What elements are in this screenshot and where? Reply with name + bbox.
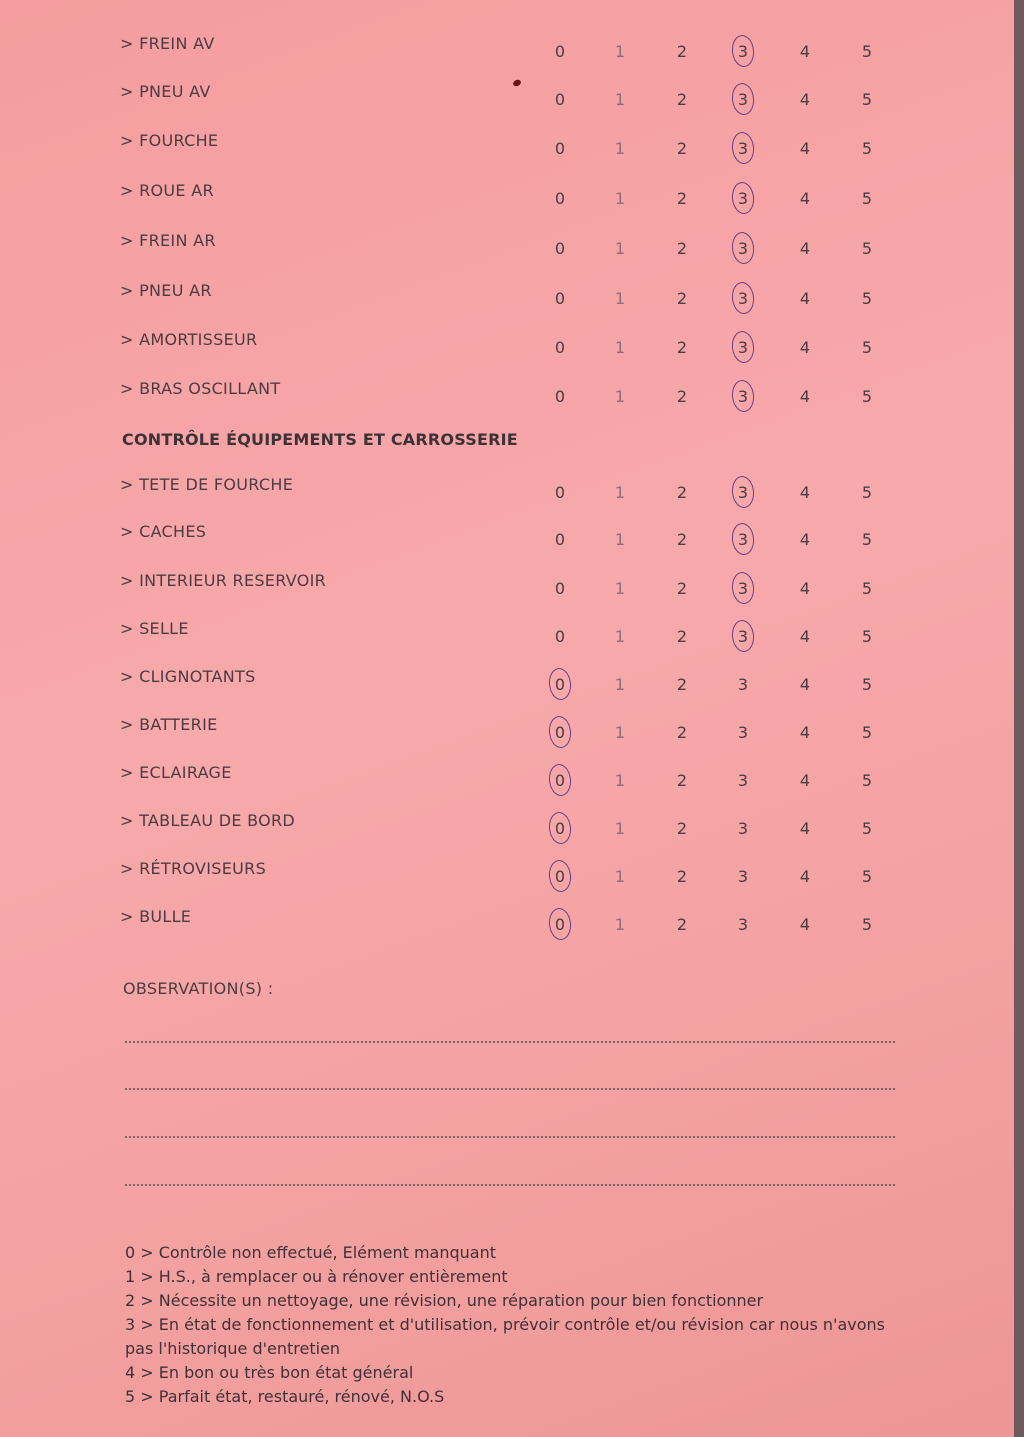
score-option: 4 xyxy=(799,239,811,258)
legend-item: 0 > Contrôle non effectué, Elément manquant xyxy=(125,1243,496,1262)
score-option: 0 xyxy=(554,579,566,598)
score-option: 2 xyxy=(676,387,688,406)
score-option: 4 xyxy=(799,387,811,406)
score-option: 1 xyxy=(614,579,626,598)
score-circled: 3 xyxy=(728,90,758,109)
legend-item: 1 > H.S., à remplacer ou à rénover entièrement xyxy=(125,1267,508,1286)
item-label: > TETE DE FOURCHE xyxy=(120,475,294,494)
score-option: 5 xyxy=(861,771,873,790)
legend-item: 5 > Parfait état, restauré, rénové, N.O.S xyxy=(125,1387,445,1406)
observation-line xyxy=(125,1136,895,1138)
score-option: 5 xyxy=(861,675,873,694)
score-circled: 3 xyxy=(728,239,758,258)
score-option: 2 xyxy=(676,867,688,886)
score-option: 0 xyxy=(554,387,566,406)
table-row xyxy=(0,715,1000,745)
score-option: 1 xyxy=(614,338,626,357)
table-row xyxy=(0,859,1000,889)
score-option: 0 xyxy=(554,42,566,61)
score-option: 1 xyxy=(614,867,626,886)
item-label: > CACHES xyxy=(120,522,207,541)
score-option: 0 xyxy=(554,189,566,208)
item-label: > SELLE xyxy=(120,619,189,638)
table-row xyxy=(0,811,1000,841)
observation-line xyxy=(125,1088,895,1090)
score-option: 5 xyxy=(861,819,873,838)
score-option: 5 xyxy=(861,338,873,357)
section-title: CONTRÔLE ÉQUIPEMENTS ET CARROSSERIE xyxy=(122,430,518,449)
score-circled: 3 xyxy=(728,627,758,646)
score-circled: 0 xyxy=(545,819,575,838)
legend-item: 3 > En état de fonctionnement et d'utilisation, prévoir contrôle et/ou révision car nous n'avons pas l'historique d'entretien xyxy=(125,1315,885,1358)
score-option: 5 xyxy=(861,530,873,549)
score-option: 5 xyxy=(861,579,873,598)
item-label: > FOURCHE xyxy=(120,131,219,150)
score-option: 0 xyxy=(554,627,566,646)
table-row xyxy=(0,379,1000,409)
score-circled: 3 xyxy=(728,189,758,208)
item-label: > INTERIEUR RESERVOIR xyxy=(120,571,327,590)
score-circled: 0 xyxy=(545,867,575,886)
score-option: 2 xyxy=(676,675,688,694)
score-circled: 3 xyxy=(728,579,758,598)
score-option: 1 xyxy=(614,483,626,502)
score-option: 1 xyxy=(614,675,626,694)
score-option: 5 xyxy=(861,90,873,109)
score-option: 5 xyxy=(861,189,873,208)
score-option: 5 xyxy=(861,915,873,934)
item-label: > RÉTROVISEURS xyxy=(120,859,267,878)
score-option: 1 xyxy=(614,387,626,406)
score-option: 5 xyxy=(861,139,873,158)
score-option: 4 xyxy=(799,42,811,61)
table-row xyxy=(0,34,1000,64)
score-option: 3 xyxy=(737,867,749,886)
score-circled: 0 xyxy=(545,771,575,790)
score-option: 0 xyxy=(554,483,566,502)
score-circled: 3 xyxy=(728,483,758,502)
table-row xyxy=(0,571,1000,601)
score-option: 5 xyxy=(861,239,873,258)
score-option: 5 xyxy=(861,627,873,646)
score-option: 5 xyxy=(861,723,873,742)
score-option: 4 xyxy=(799,139,811,158)
score-option: 0 xyxy=(554,289,566,308)
score-option: 2 xyxy=(676,338,688,357)
score-option: 0 xyxy=(554,239,566,258)
score-option: 1 xyxy=(614,771,626,790)
score-option: 1 xyxy=(614,915,626,934)
table-row xyxy=(0,763,1000,793)
score-circled: 3 xyxy=(728,42,758,61)
table-row xyxy=(0,522,1000,552)
score-option: 5 xyxy=(861,42,873,61)
score-option: 4 xyxy=(799,915,811,934)
observation-label: OBSERVATION(S) : xyxy=(123,979,274,998)
table-row xyxy=(0,82,1000,112)
score-option: 4 xyxy=(799,338,811,357)
score-option: 1 xyxy=(614,289,626,308)
item-label: > ROUE AR xyxy=(120,181,214,200)
score-option: 2 xyxy=(676,189,688,208)
score-option: 4 xyxy=(799,627,811,646)
score-circled: 3 xyxy=(728,289,758,308)
score-option: 2 xyxy=(676,819,688,838)
item-label: > CLIGNOTANTS xyxy=(120,667,256,686)
table-row xyxy=(0,907,1000,937)
score-option: 2 xyxy=(676,483,688,502)
score-option: 4 xyxy=(799,90,811,109)
score-option: 1 xyxy=(614,139,626,158)
score-option: 2 xyxy=(676,723,688,742)
score-option: 1 xyxy=(614,819,626,838)
score-option: 5 xyxy=(861,483,873,502)
score-option: 4 xyxy=(799,530,811,549)
table-row xyxy=(0,181,1000,211)
score-option: 3 xyxy=(737,819,749,838)
table-row xyxy=(0,281,1000,311)
score-option: 1 xyxy=(614,723,626,742)
score-option: 4 xyxy=(799,289,811,308)
item-label: > FREIN AV xyxy=(120,34,215,53)
legend-item: 4 > En bon ou très bon état général xyxy=(125,1363,414,1382)
score-circled: 0 xyxy=(545,723,575,742)
score-option: 2 xyxy=(676,915,688,934)
score-option: 1 xyxy=(614,90,626,109)
score-option: 0 xyxy=(554,90,566,109)
score-circled: 3 xyxy=(728,139,758,158)
score-option: 2 xyxy=(676,771,688,790)
score-option: 1 xyxy=(614,530,626,549)
score-option: 2 xyxy=(676,530,688,549)
score-circled: 3 xyxy=(728,338,758,357)
item-label: > PNEU AR xyxy=(120,281,212,300)
item-label: > PNEU AV xyxy=(120,82,211,101)
table-row xyxy=(0,667,1000,697)
score-option: 5 xyxy=(861,387,873,406)
score-option: 1 xyxy=(614,627,626,646)
score-option: 4 xyxy=(799,723,811,742)
item-label: > TABLEAU DE BORD xyxy=(120,811,296,830)
item-label: > BULLE xyxy=(120,907,192,926)
table-row xyxy=(0,330,1000,360)
score-option: 2 xyxy=(676,239,688,258)
score-option: 2 xyxy=(676,90,688,109)
score-option: 0 xyxy=(554,139,566,158)
score-option: 3 xyxy=(737,771,749,790)
score-option: 5 xyxy=(861,867,873,886)
table-row xyxy=(0,619,1000,649)
score-option: 4 xyxy=(799,867,811,886)
score-option: 4 xyxy=(799,771,811,790)
score-option: 2 xyxy=(676,579,688,598)
score-option: 0 xyxy=(554,338,566,357)
score-option: 2 xyxy=(676,139,688,158)
item-label: > AMORTISSEUR xyxy=(120,330,258,349)
score-option: 3 xyxy=(737,675,749,694)
item-label: > FREIN AR xyxy=(120,231,216,250)
score-option: 2 xyxy=(676,42,688,61)
item-label: > BRAS OSCILLANT xyxy=(120,379,281,398)
legend-item: 2 > Nécessite un nettoyage, une révision, une réparation pour bien fonctionner xyxy=(125,1291,764,1310)
score-option: 3 xyxy=(737,915,749,934)
score-option: 1 xyxy=(614,42,626,61)
score-option: 5 xyxy=(861,289,873,308)
score-circled: 3 xyxy=(728,387,758,406)
score-option: 4 xyxy=(799,819,811,838)
score-option: 3 xyxy=(737,723,749,742)
score-option: 2 xyxy=(676,289,688,308)
observation-line xyxy=(125,1041,895,1043)
table-row xyxy=(0,231,1000,261)
score-option: 4 xyxy=(799,579,811,598)
table-row xyxy=(0,475,1000,505)
score-option: 4 xyxy=(799,675,811,694)
table-row xyxy=(0,131,1000,161)
item-label: > BATTERIE xyxy=(120,715,218,734)
score-option: 4 xyxy=(799,189,811,208)
score-option: 1 xyxy=(614,189,626,208)
score-option: 0 xyxy=(554,530,566,549)
observation-line xyxy=(125,1184,895,1186)
rating-legend xyxy=(125,1241,895,1409)
score-option: 1 xyxy=(614,239,626,258)
score-circled: 3 xyxy=(728,530,758,549)
score-option: 2 xyxy=(676,627,688,646)
score-option: 4 xyxy=(799,483,811,502)
item-label: > ECLAIRAGE xyxy=(120,763,232,782)
score-circled: 0 xyxy=(545,675,575,694)
score-circled: 0 xyxy=(545,915,575,934)
